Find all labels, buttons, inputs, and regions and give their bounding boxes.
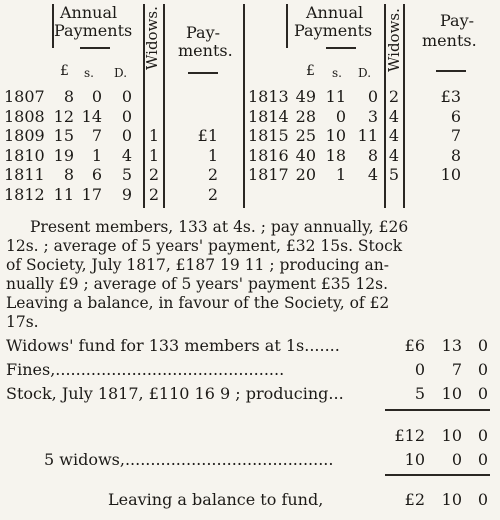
- pound-header: £: [60, 63, 69, 79]
- pounds-cell: 40: [295, 146, 316, 165]
- pence-cell: 8: [367, 146, 378, 165]
- paragraph-line: of Society, July 1817, £187 19 11 ; producing an-: [6, 256, 389, 274]
- subtotal-shillings: 10: [441, 426, 462, 445]
- subtotal-pounds: £12: [394, 426, 425, 445]
- widows-cell: 2: [148, 165, 160, 184]
- pence-cell: 3: [367, 107, 378, 126]
- payments-cell: 8: [450, 146, 461, 165]
- pence-cell: 0: [367, 87, 378, 106]
- rule: [163, 4, 165, 208]
- widows-cell: 5: [388, 165, 400, 184]
- pounds-cell: 25: [295, 126, 316, 145]
- pounds-cell: 8: [63, 87, 74, 106]
- pound-header: £: [306, 63, 315, 79]
- annual-header-line2: Payments: [54, 21, 133, 40]
- paragraph-line: nually £9 ; average of 5 years' payment £35 12s.: [6, 275, 388, 293]
- widows-cell: 2: [148, 185, 160, 204]
- ledger-label: Widows' fund for 133 members at 1s.......: [6, 336, 340, 355]
- shillings-cell: 18: [325, 146, 346, 165]
- shillings-cell: 0: [91, 87, 102, 106]
- rule: [286, 4, 288, 48]
- ledger-pounds: 5: [414, 384, 425, 403]
- widows-shillings: 0: [451, 450, 462, 469]
- payments-cell: 2: [207, 165, 218, 184]
- rule: [243, 4, 245, 208]
- year-cell: 1815: [248, 126, 289, 145]
- pence-cell: 9: [121, 185, 132, 204]
- year-cell: 1807: [4, 87, 45, 106]
- pence-cell: 5: [121, 165, 132, 184]
- year-cell: 1808: [4, 107, 45, 126]
- payments-cell: £1: [197, 126, 218, 145]
- rule: [188, 72, 218, 74]
- widows-line-label: 5 widows,.........................................: [44, 450, 334, 469]
- payments-cell: 2: [207, 185, 218, 204]
- ledger-pounds: £6: [404, 336, 425, 355]
- shillings-cell: 14: [81, 107, 102, 126]
- pence-cell: 11: [357, 126, 378, 145]
- rule: [403, 4, 405, 208]
- shillings-cell: 1: [91, 146, 102, 165]
- pounds-cell: 19: [53, 146, 74, 165]
- ledger-pence: 0: [477, 360, 488, 379]
- payments-header-line2: ments.: [178, 41, 233, 60]
- payments-header-line1: Pay-: [440, 11, 475, 30]
- ledger-pence: 0: [477, 384, 488, 403]
- pounds-cell: 11: [53, 185, 74, 204]
- widows-cell: 4: [388, 126, 400, 145]
- widows-header: Widows.: [143, 6, 161, 70]
- widows-header: Widows.: [385, 8, 403, 72]
- ledger-label: Fines,.............................................: [6, 360, 285, 379]
- pence-cell: 4: [367, 165, 378, 184]
- balance-pence: 0: [477, 490, 488, 509]
- widows-cell: 4: [388, 146, 400, 165]
- pounds-cell: 28: [295, 107, 316, 126]
- rule: [326, 47, 356, 49]
- rule: [143, 84, 145, 208]
- pence-cell: 0: [121, 87, 132, 106]
- year-cell: 1816: [248, 146, 289, 165]
- paragraph-line: 12s. ; average of 5 years' payment, £32 15s. Stock: [6, 237, 403, 255]
- annual-header-line1: Annual: [306, 3, 364, 22]
- shillings-cell: 10: [325, 126, 346, 145]
- paragraph-line: Leaving a balance, in favour of the Society, of £2: [6, 294, 390, 312]
- annual-header-line2: Payments: [294, 21, 373, 40]
- ledger-shillings: 7: [451, 360, 462, 379]
- payments-cell: 10: [440, 165, 461, 184]
- rule: [385, 474, 490, 476]
- shilling-header: s.: [332, 66, 342, 80]
- pence-cell: 4: [121, 146, 132, 165]
- payments-cell: 7: [450, 126, 461, 145]
- ledger-pence: 0: [477, 336, 488, 355]
- shillings-cell: 6: [91, 165, 102, 184]
- widows-cell: 4: [388, 107, 400, 126]
- ledger-shillings: 13: [441, 336, 462, 355]
- shillings-cell: 1: [335, 165, 346, 184]
- annual-header-line1: Annual: [60, 3, 118, 22]
- ledger-label: Stock, July 1817, £110 16 9 ; producing...: [6, 384, 344, 403]
- pounds-cell: 49: [295, 87, 316, 106]
- widows-pounds: 10: [404, 450, 425, 469]
- rule: [52, 4, 54, 48]
- widows-cell: 2: [388, 87, 400, 106]
- paragraph-line: Present members, 133 at 4s. ; pay annually, £26: [30, 218, 409, 236]
- shillings-cell: 0: [335, 107, 346, 126]
- pounds-cell: 15: [53, 126, 74, 145]
- pounds-cell: 20: [295, 165, 316, 184]
- ledger-shillings: 10: [441, 384, 462, 403]
- year-cell: 1811: [4, 165, 45, 184]
- pence-header: D.: [358, 66, 372, 80]
- shilling-header: s.: [84, 66, 94, 80]
- year-cell: 1817: [248, 165, 289, 184]
- widows-pence: 0: [477, 450, 488, 469]
- payments-cell: 1: [207, 146, 218, 165]
- year-cell: 1813: [248, 87, 289, 106]
- widows-cell: 1: [148, 126, 160, 145]
- balance-pounds: £2: [404, 490, 425, 509]
- rule: [436, 70, 466, 72]
- pence-header: D.: [114, 66, 128, 80]
- pence-cell: 0: [121, 107, 132, 126]
- balance-shillings: 10: [441, 490, 462, 509]
- rule: [80, 47, 110, 49]
- pounds-cell: 8: [63, 165, 74, 184]
- payments-header-line1: Pay-: [186, 23, 221, 42]
- widows-cell: 1: [148, 146, 160, 165]
- year-cell: 1814: [248, 107, 289, 126]
- paragraph-line: 17s.: [6, 313, 39, 331]
- payments-header-line2: ments.: [422, 31, 477, 50]
- balance-label: Leaving a balance to fund,: [108, 490, 324, 509]
- payments-cell: £3: [440, 87, 461, 106]
- year-cell: 1812: [4, 185, 45, 204]
- payments-cell: 6: [450, 107, 461, 126]
- shillings-cell: 11: [325, 87, 346, 106]
- shillings-cell: 7: [91, 126, 102, 145]
- ledger-pounds: 0: [414, 360, 425, 379]
- pounds-cell: 12: [53, 107, 74, 126]
- pence-cell: 0: [121, 126, 132, 145]
- year-cell: 1809: [4, 126, 45, 145]
- rule: [385, 409, 490, 411]
- subtotal-pence: 0: [477, 426, 488, 445]
- shillings-cell: 17: [81, 185, 102, 204]
- year-cell: 1810: [4, 146, 45, 165]
